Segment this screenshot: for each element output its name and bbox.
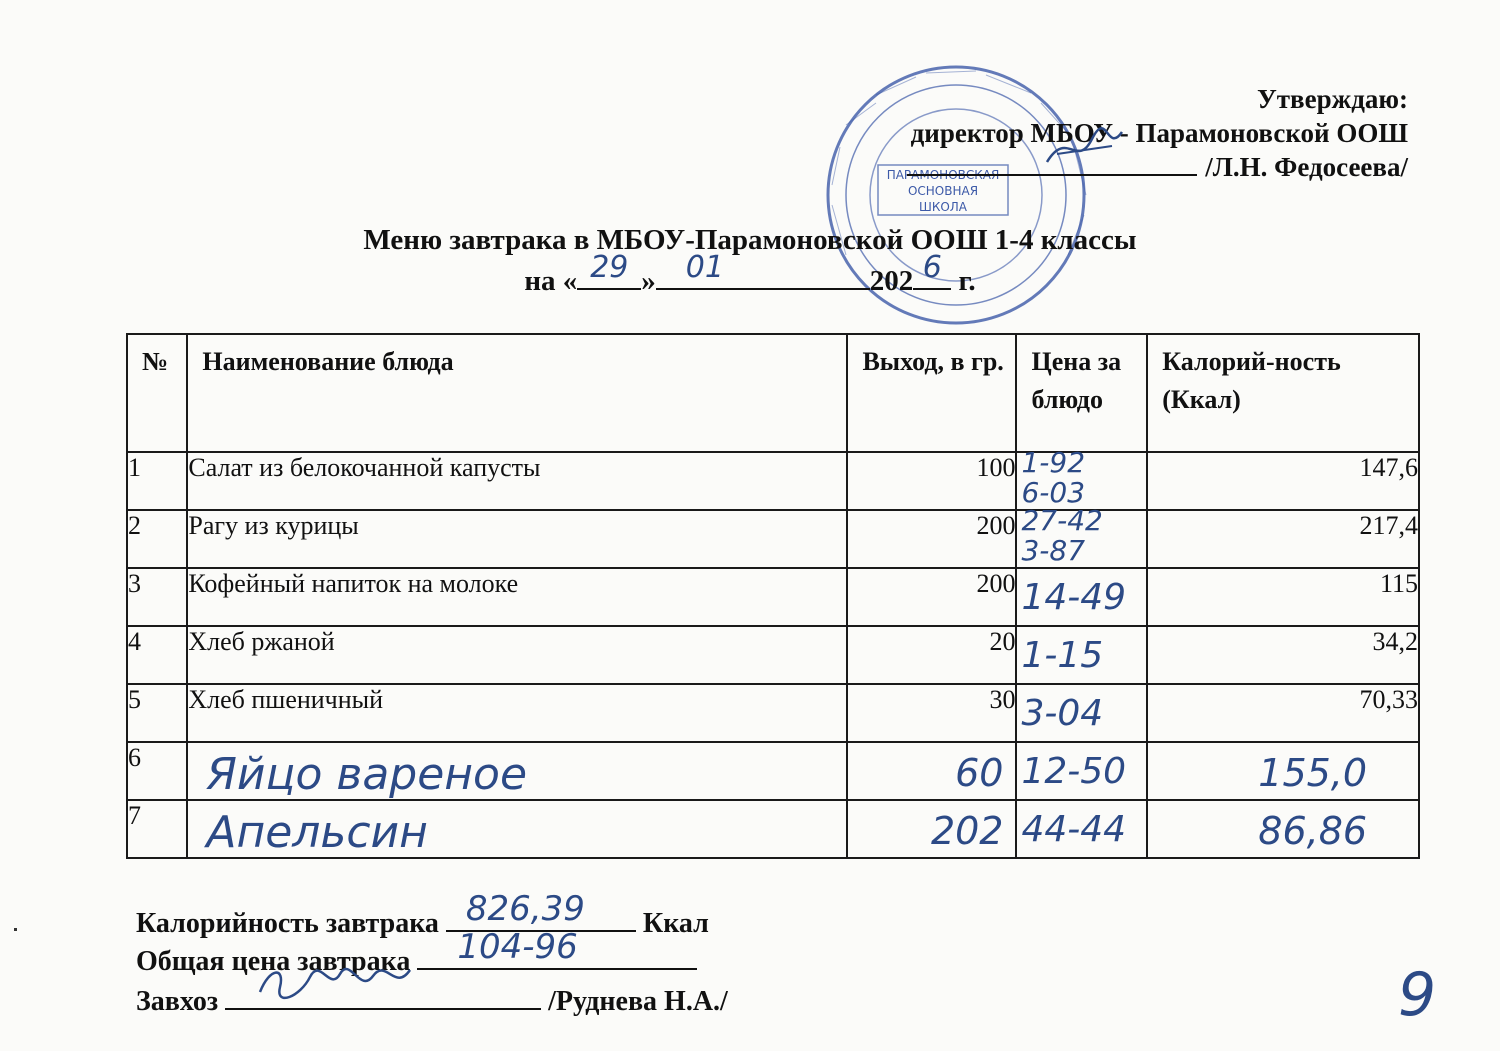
menu-table	[126, 333, 1420, 859]
title-date-line	[0, 250, 1500, 299]
row-name: Салат из белокочанной капусты	[187, 452, 847, 510]
table-row	[127, 510, 1419, 568]
row-name-cell	[187, 742, 847, 800]
menu-title	[0, 222, 1500, 299]
row-price-b: 3-87	[1021, 534, 1086, 567]
header-name: Наименование блюда	[187, 334, 847, 452]
date-day-field	[577, 250, 641, 290]
row-no: 4	[127, 626, 187, 684]
row-no: 6	[127, 742, 187, 800]
row-name: Хлеб пшеничный	[187, 684, 847, 742]
row-kcal: 86,86	[1258, 809, 1368, 853]
footer-kcal-unit: Ккал	[642, 908, 709, 939]
page-number: 9	[1398, 960, 1437, 1030]
header-no: №	[127, 334, 187, 452]
table-row	[127, 742, 1419, 800]
table-row	[127, 684, 1419, 742]
header-kcal: Калорий-ность (Ккал)	[1147, 334, 1419, 452]
row-price-value: 44-44	[1021, 809, 1127, 850]
row-name: Рагу из курицы	[187, 510, 847, 568]
row-out: 100	[847, 452, 1016, 510]
row-price-a: 1-92	[1021, 446, 1086, 479]
footer-price-value: 104-96	[457, 927, 578, 967]
row-price-a: 27-42	[1021, 504, 1103, 537]
row-price	[1016, 568, 1147, 626]
row-no: 3	[127, 568, 187, 626]
row-no: 7	[127, 800, 187, 858]
row-kcal: 155,0	[1258, 751, 1368, 795]
row-kcal: 115	[1147, 568, 1419, 626]
row-name: Яйцо вареное	[206, 749, 528, 800]
date-year-digit: 6	[922, 250, 942, 285]
row-price-value: 12-50	[1021, 751, 1127, 792]
keeper-signature	[225, 980, 541, 1010]
table-header-row	[127, 334, 1419, 452]
footer-keeper	[136, 980, 728, 1019]
row-price	[1016, 504, 1147, 568]
footer-keeper-label: Завхоз	[136, 986, 219, 1017]
director-signature	[907, 152, 1197, 176]
footer-kcal-label: Калорийность завтрака	[136, 908, 439, 939]
footer-price-label: Общая цена завтрака	[136, 946, 411, 977]
stamp-line-3: ШКОЛА	[918, 200, 968, 214]
header-out: Выход, в гр.	[847, 334, 1016, 452]
date-year-prefix: 202	[869, 265, 914, 297]
row-price-b: 6-03	[1021, 476, 1086, 509]
row-out: 200	[847, 568, 1016, 626]
row-price-value: 14-49	[1021, 577, 1127, 618]
row-name: Апельсин	[206, 807, 428, 858]
approval-name: /Л.Н. Федосеева/	[1205, 152, 1408, 182]
date-day: 29	[590, 250, 629, 285]
row-price-value: 3-04	[1021, 693, 1104, 734]
date-month: 01	[685, 250, 724, 285]
row-kcal: 147,6	[1147, 452, 1419, 510]
stamp-line-2: ОСНОВНАЯ	[907, 184, 979, 198]
row-price	[1016, 684, 1147, 742]
row-no: 1	[127, 452, 187, 510]
row-price	[1016, 742, 1147, 800]
row-out: 30	[847, 684, 1016, 742]
row-no: 2	[127, 510, 187, 568]
table-row	[127, 800, 1419, 858]
scan-mark	[14, 928, 17, 931]
title-line-1: Меню завтрака в МБОУ-Парамоновской ООШ 1-4 классы	[363, 224, 1137, 256]
row-kcal-cell	[1147, 800, 1419, 858]
row-kcal-cell	[1147, 742, 1419, 800]
row-kcal: 70,33	[1147, 684, 1419, 742]
approval-block	[907, 82, 1408, 184]
date-year-suffix: г.	[958, 265, 976, 297]
row-out-cell	[847, 800, 1016, 858]
approval-signature-line	[907, 150, 1408, 184]
footer-kcal-value: 826,39	[465, 889, 585, 929]
row-kcal: 34,2	[1147, 626, 1419, 684]
header-price: Цена за блюдо	[1016, 334, 1147, 452]
row-price	[1016, 446, 1147, 510]
date-month-field	[656, 250, 870, 290]
footer-keeper-name: /Руднева Н.А./	[548, 986, 728, 1017]
row-name-cell	[187, 800, 847, 858]
row-kcal: 217,4	[1147, 510, 1419, 568]
row-out: 20	[847, 626, 1016, 684]
row-name: Хлеб ржаной	[187, 626, 847, 684]
date-mid: »	[641, 265, 656, 297]
row-out-cell	[847, 742, 1016, 800]
row-price-value: 1-15	[1021, 635, 1104, 676]
table-row	[127, 452, 1419, 510]
row-price	[1016, 800, 1147, 858]
footer-price-field	[417, 927, 697, 970]
row-name: Кофейный напиток на молоке	[187, 568, 847, 626]
footer-kcal	[136, 889, 709, 941]
row-price	[1016, 626, 1147, 684]
row-out: 60	[955, 751, 1004, 795]
approval-position: директор МБОУ - Парамоновской ООШ	[910, 118, 1408, 148]
stamp-line-1: ПАРАМОНОВСКАЯ	[886, 168, 1000, 182]
footer-price	[136, 927, 697, 979]
approval-heading: Утверждаю:	[1256, 84, 1408, 114]
date-year-field	[913, 250, 951, 290]
row-out: 202	[930, 809, 1004, 853]
table-row	[127, 626, 1419, 684]
row-out: 200	[847, 510, 1016, 568]
date-prefix: на «	[524, 265, 578, 297]
row-no: 5	[127, 684, 187, 742]
table-row	[127, 568, 1419, 626]
